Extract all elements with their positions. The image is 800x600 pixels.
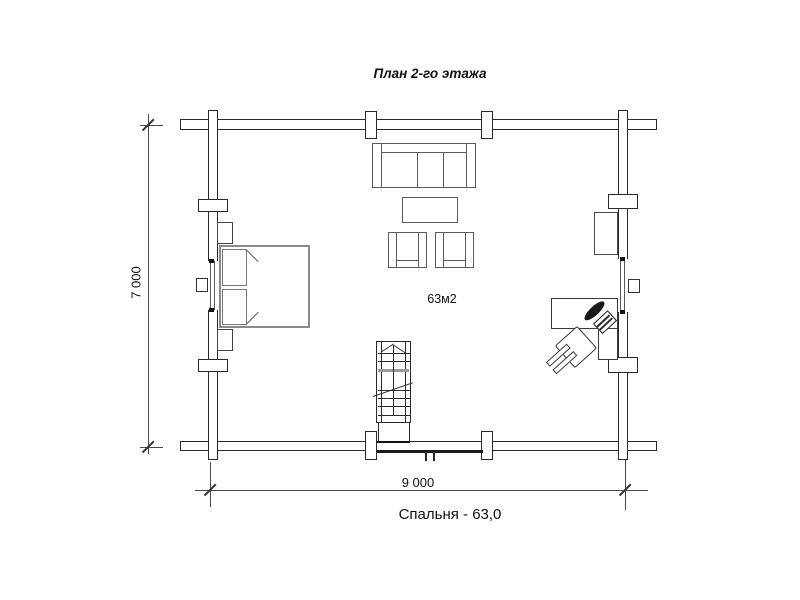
armchair-seat — [396, 260, 418, 261]
area-label: 63м2 — [427, 292, 457, 306]
stair-stringer — [381, 342, 382, 422]
armchair-armrest — [443, 232, 444, 268]
log-notch — [481, 111, 493, 139]
width-dimension-label: 9 000 — [401, 475, 435, 490]
stairwell-edge — [377, 441, 410, 443]
log-notch — [198, 359, 228, 372]
stair-center-line — [393, 345, 394, 415]
stair-tread — [378, 415, 410, 416]
stairwell-side — [378, 423, 379, 441]
right-window-glazing — [624, 259, 625, 312]
right-window-glazing — [620, 259, 621, 312]
stair-stringer — [405, 342, 406, 422]
width-dimension-line — [195, 490, 648, 491]
sofa-backrest — [381, 152, 466, 153]
height-dimension-witness — [140, 125, 163, 126]
height-dimension-line — [148, 114, 149, 454]
height-dimension-witness — [140, 447, 163, 448]
height-dimension-label: 7 000 — [128, 266, 144, 299]
armchair-armrest — [396, 232, 397, 268]
sofa-armrest — [466, 143, 467, 188]
log-notch — [608, 194, 638, 209]
lower-floor-mark — [425, 452, 427, 461]
sofa-seat-divider — [443, 152, 444, 188]
bed-pillow — [222, 289, 247, 325]
plan-title: План 2-го этажа — [373, 66, 487, 81]
sofa-armrest — [381, 143, 382, 188]
log-notch — [365, 431, 377, 460]
left-window-stop — [209, 308, 214, 312]
coffee-table — [402, 197, 458, 223]
right-window-sill — [628, 279, 640, 293]
log-notch — [365, 111, 377, 139]
lower-floor-edge — [377, 450, 483, 453]
top-wall — [180, 119, 657, 130]
log-notch — [198, 199, 228, 212]
left-window-stop — [209, 259, 214, 263]
sofa-seat-divider — [417, 152, 418, 188]
width-dimension-witness — [210, 462, 211, 507]
width-dimension-witness — [625, 460, 626, 510]
sofa — [372, 143, 476, 188]
lower-floor-mark — [433, 452, 435, 461]
nightstand — [217, 222, 233, 244]
armchair-seat — [443, 260, 465, 261]
left-window-glazing — [214, 261, 215, 310]
wardrobe — [594, 212, 618, 255]
stairwell-side — [409, 423, 410, 441]
left-window-sill — [196, 278, 208, 292]
bed-pillow — [222, 249, 247, 286]
armchair-armrest — [465, 232, 466, 268]
nightstand — [217, 329, 233, 351]
armchair-armrest — [418, 232, 419, 268]
log-notch — [481, 431, 493, 460]
right-window-stop — [620, 257, 625, 261]
armchair — [388, 232, 427, 268]
armchair — [435, 232, 474, 268]
plan-caption: Спальня - 63,0 — [398, 506, 502, 523]
left-window-glazing — [210, 261, 211, 310]
